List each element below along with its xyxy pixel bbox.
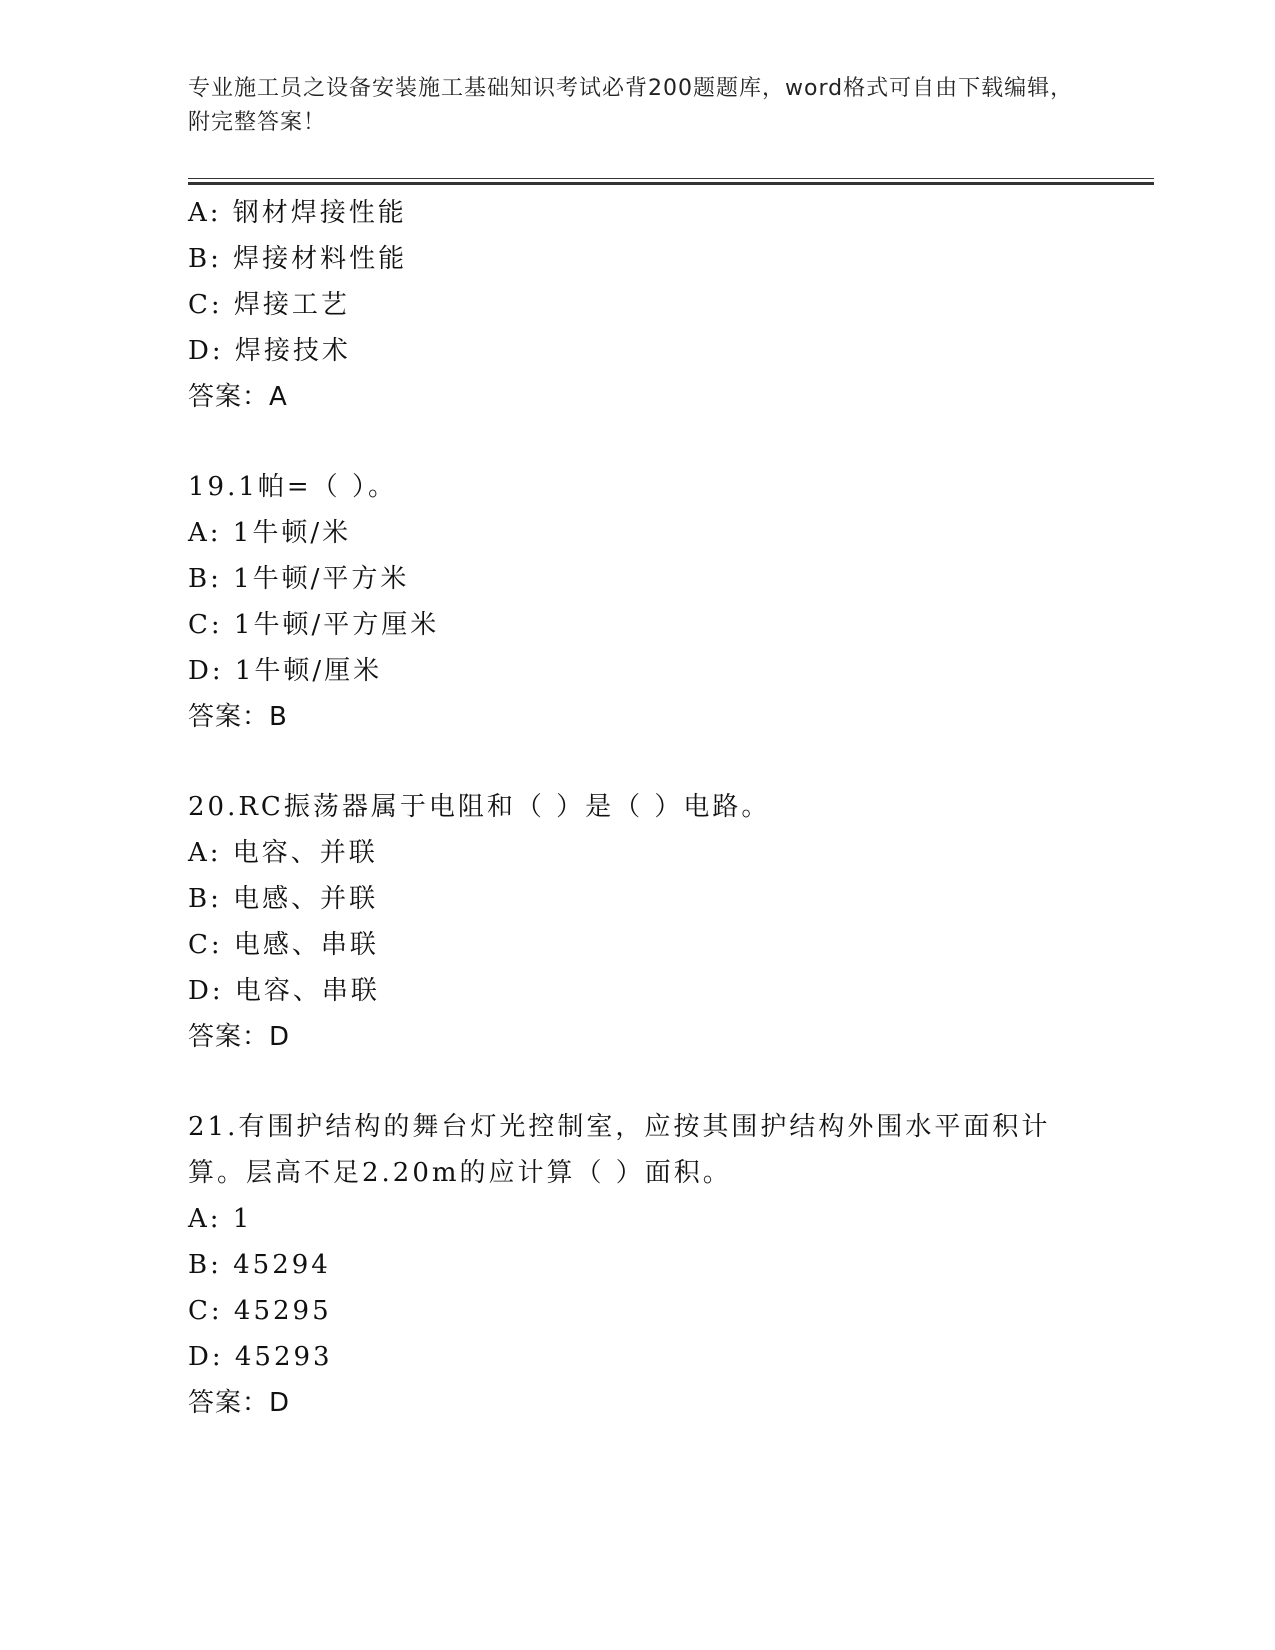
header-divider-thick	[188, 182, 1154, 185]
question-20	[188, 784, 1088, 1060]
option-d: D: 1牛顿/厘米	[188, 656, 383, 686]
option-a: A: 钢材焊接性能	[188, 198, 407, 228]
option-c: C: 电感、串联	[188, 930, 379, 960]
option-c: C: 焊接工艺	[188, 290, 350, 320]
question-list	[188, 190, 1088, 1426]
option-b: B: 45294	[188, 1250, 331, 1280]
option-b: B: 电感、并联	[188, 884, 379, 914]
option-c: C: 45295	[188, 1296, 332, 1326]
option-b: B: 焊接材料性能	[188, 244, 408, 274]
question-stem: 21.有围护结构的舞台灯光控制室，应按其围护结构外围水平面积计算。层高不足2.20m的应计算（ ）面积。	[188, 1112, 1051, 1188]
question-21	[188, 1104, 1088, 1426]
question-stem: 19.1帕=（ ）。	[188, 472, 397, 502]
header-divider-thin	[188, 178, 1154, 179]
question-19	[188, 464, 1088, 740]
option-a: A: 1	[188, 1204, 253, 1234]
answer-line: 答案：D	[188, 1022, 291, 1052]
option-d: D: 电容、串联	[188, 976, 380, 1006]
option-a: A: 电容、并联	[188, 838, 378, 868]
option-d: D: 焊接技术	[188, 336, 351, 366]
document-header: 专业施工员之设备安装施工基础知识考试必背200题题库，word格式可自由下载编辑，附完整答案！	[188, 76, 1074, 135]
option-d: D: 45293	[188, 1342, 333, 1372]
option-c: C: 1牛顿/平方厘米	[188, 610, 440, 640]
answer-line: 答案：B	[188, 702, 288, 732]
answer-line: 答案：D	[188, 1388, 291, 1418]
answer-line: 答案：A	[188, 382, 288, 412]
question-18-partial	[188, 190, 1088, 420]
option-b: B: 1牛顿/平方米	[188, 564, 410, 594]
option-a: A: 1牛顿/米	[188, 518, 352, 548]
question-stem: 20.RC振荡器属于电阻和（ ）是（ ）电路。	[188, 792, 771, 822]
